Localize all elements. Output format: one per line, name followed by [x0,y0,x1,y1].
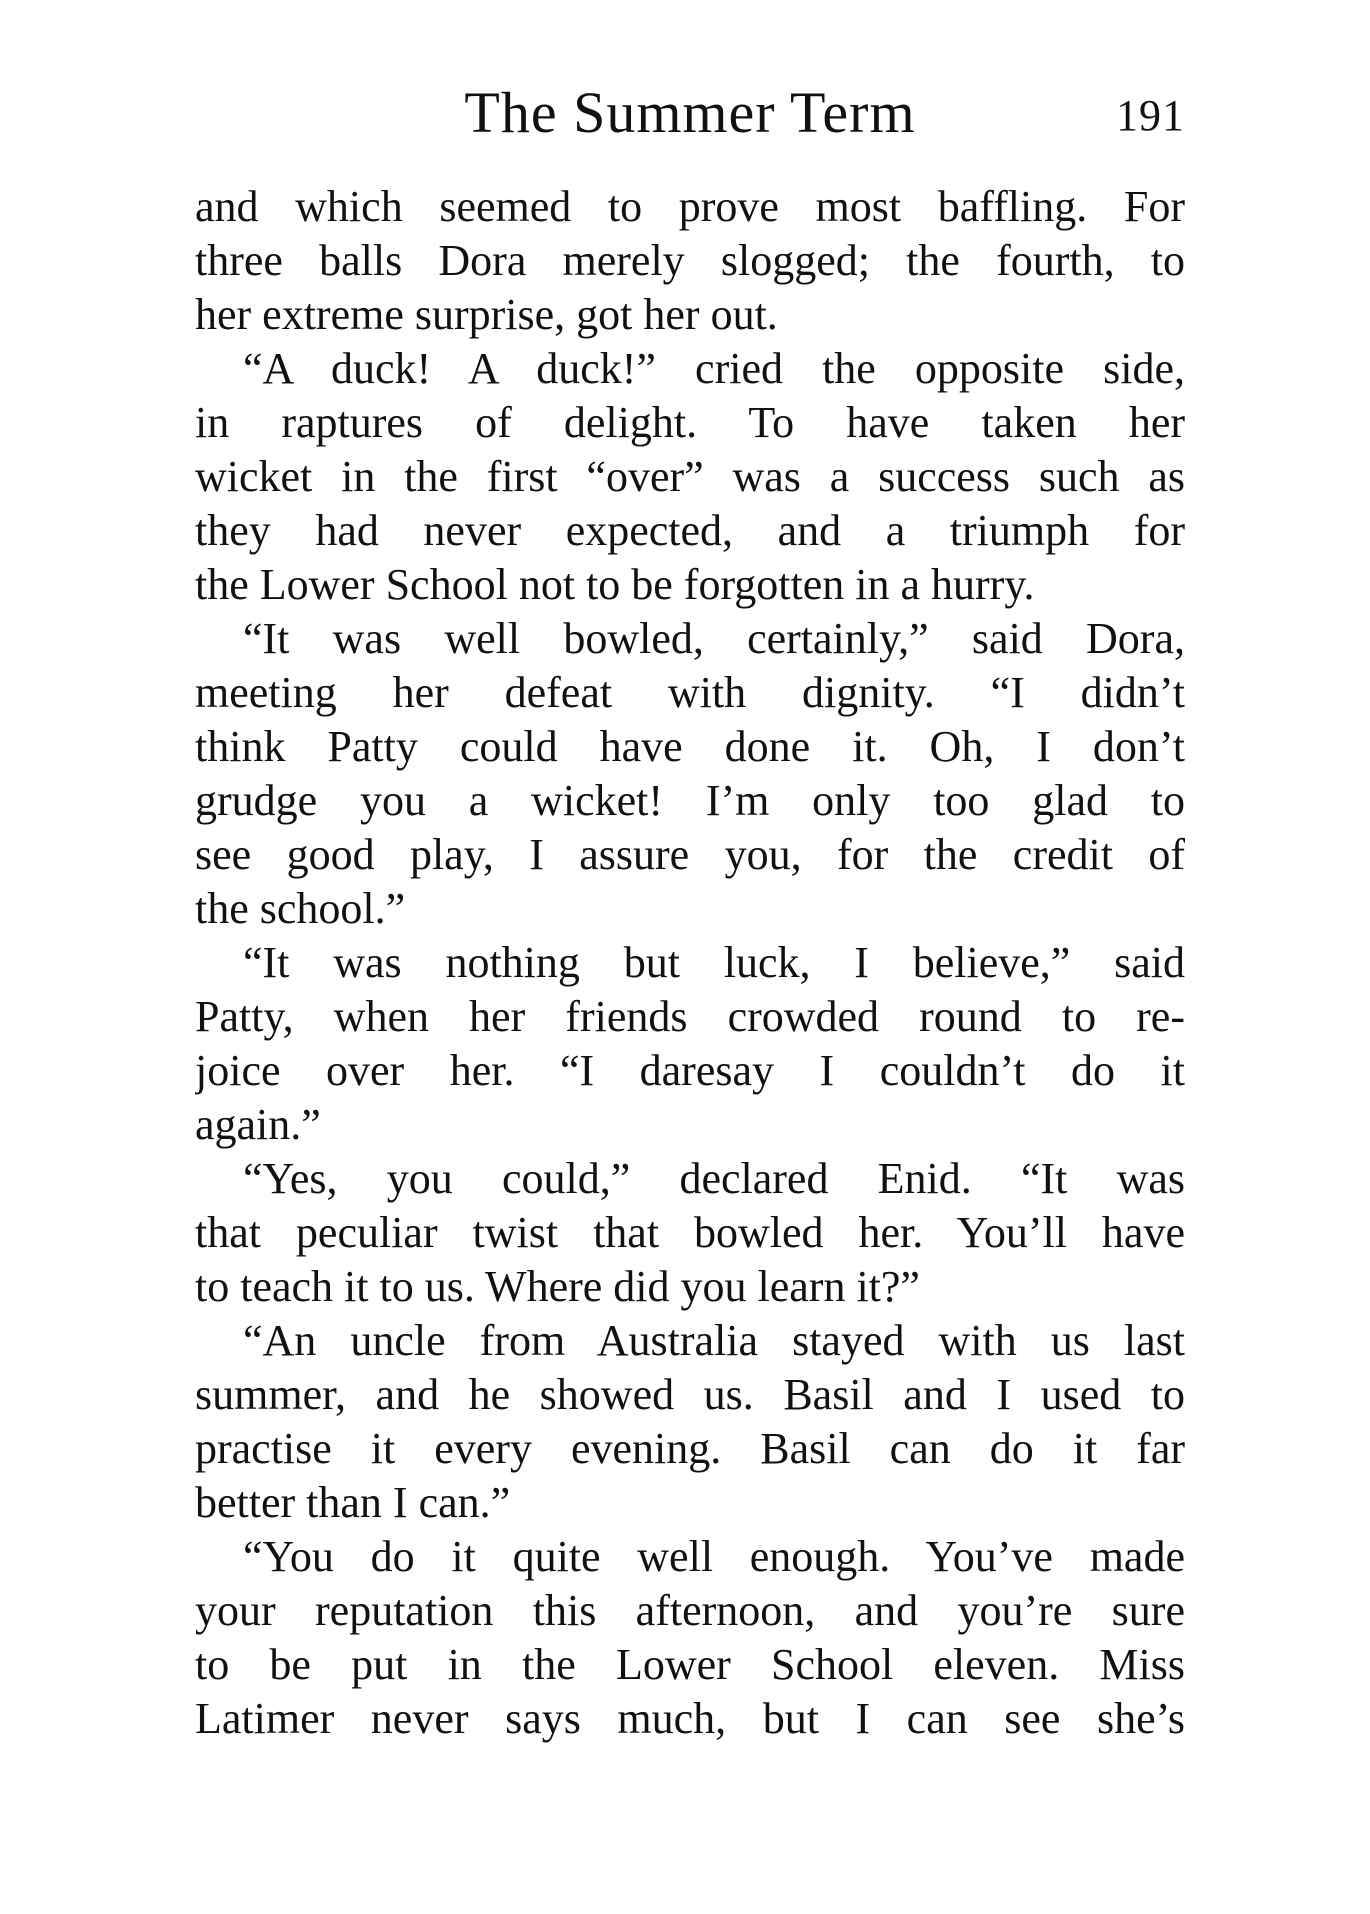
text-line: the school.” [195,884,406,933]
text-line: see good play, I assure you, for the credit of [195,830,1185,879]
page-number: 191 [1116,91,1185,140]
body-text [195,180,1185,1746]
text-line: meeting her defeat with dignity. “I didn’t [195,668,1185,717]
text-line: again.” [195,1100,321,1149]
text-line: “It was nothing but luck, I believe,” said [243,938,1185,987]
text-line: and which seemed to prove most baffling. For [195,182,1185,231]
text-line: they had never expected, and a triumph for [195,506,1185,555]
text-line: Patty, when her friends crowded round to re- [195,992,1185,1041]
text-line: Latimer never says much, but I can see she’s [195,1694,1185,1743]
text-line: better than I can.” [195,1478,511,1527]
text-line: three balls Dora merely slogged; the fourth, to [195,236,1185,285]
text-line: practise it every evening. Basil can do it far [195,1424,1185,1473]
text-line: that peculiar twist that bowled her. You’ll have [195,1208,1185,1257]
text-line: summer, and he showed us. Basil and I used to [195,1370,1185,1419]
text-line: the Lower School not to be forgotten in a hurry. [195,560,1035,609]
text-line: to teach it to us. Where did you learn it?” [195,1262,920,1311]
text-line: in raptures of delight. To have taken her [195,398,1185,447]
text-line: to be put in the Lower School eleven. Miss [195,1640,1185,1689]
text-line: “Yes, you could,” declared Enid. “It was [243,1154,1185,1203]
text-line: “An uncle from Australia stayed with us last [243,1316,1185,1365]
text-line: “It was well bowled, certainly,” said Dora, [243,614,1185,663]
text-line: think Patty could have done it. Oh, I don’t [195,722,1185,771]
text-line: wicket in the first “over” was a success such as [195,452,1185,501]
text-line: your reputation this afternoon, and you’re sure [195,1586,1185,1635]
running-title: The Summer Term [464,80,916,145]
text-line: “A duck! A duck!” cried the opposite side, [243,344,1185,393]
text-line: joice over her. “I daresay I couldn’t do it [195,1046,1185,1095]
running-head [195,78,1185,148]
text-line: grudge you a wicket! I’m only too glad to [195,776,1185,825]
text-line: “You do it quite well enough. You’ve made [243,1532,1185,1581]
text-line: her extreme surprise, got her out. [195,290,778,339]
